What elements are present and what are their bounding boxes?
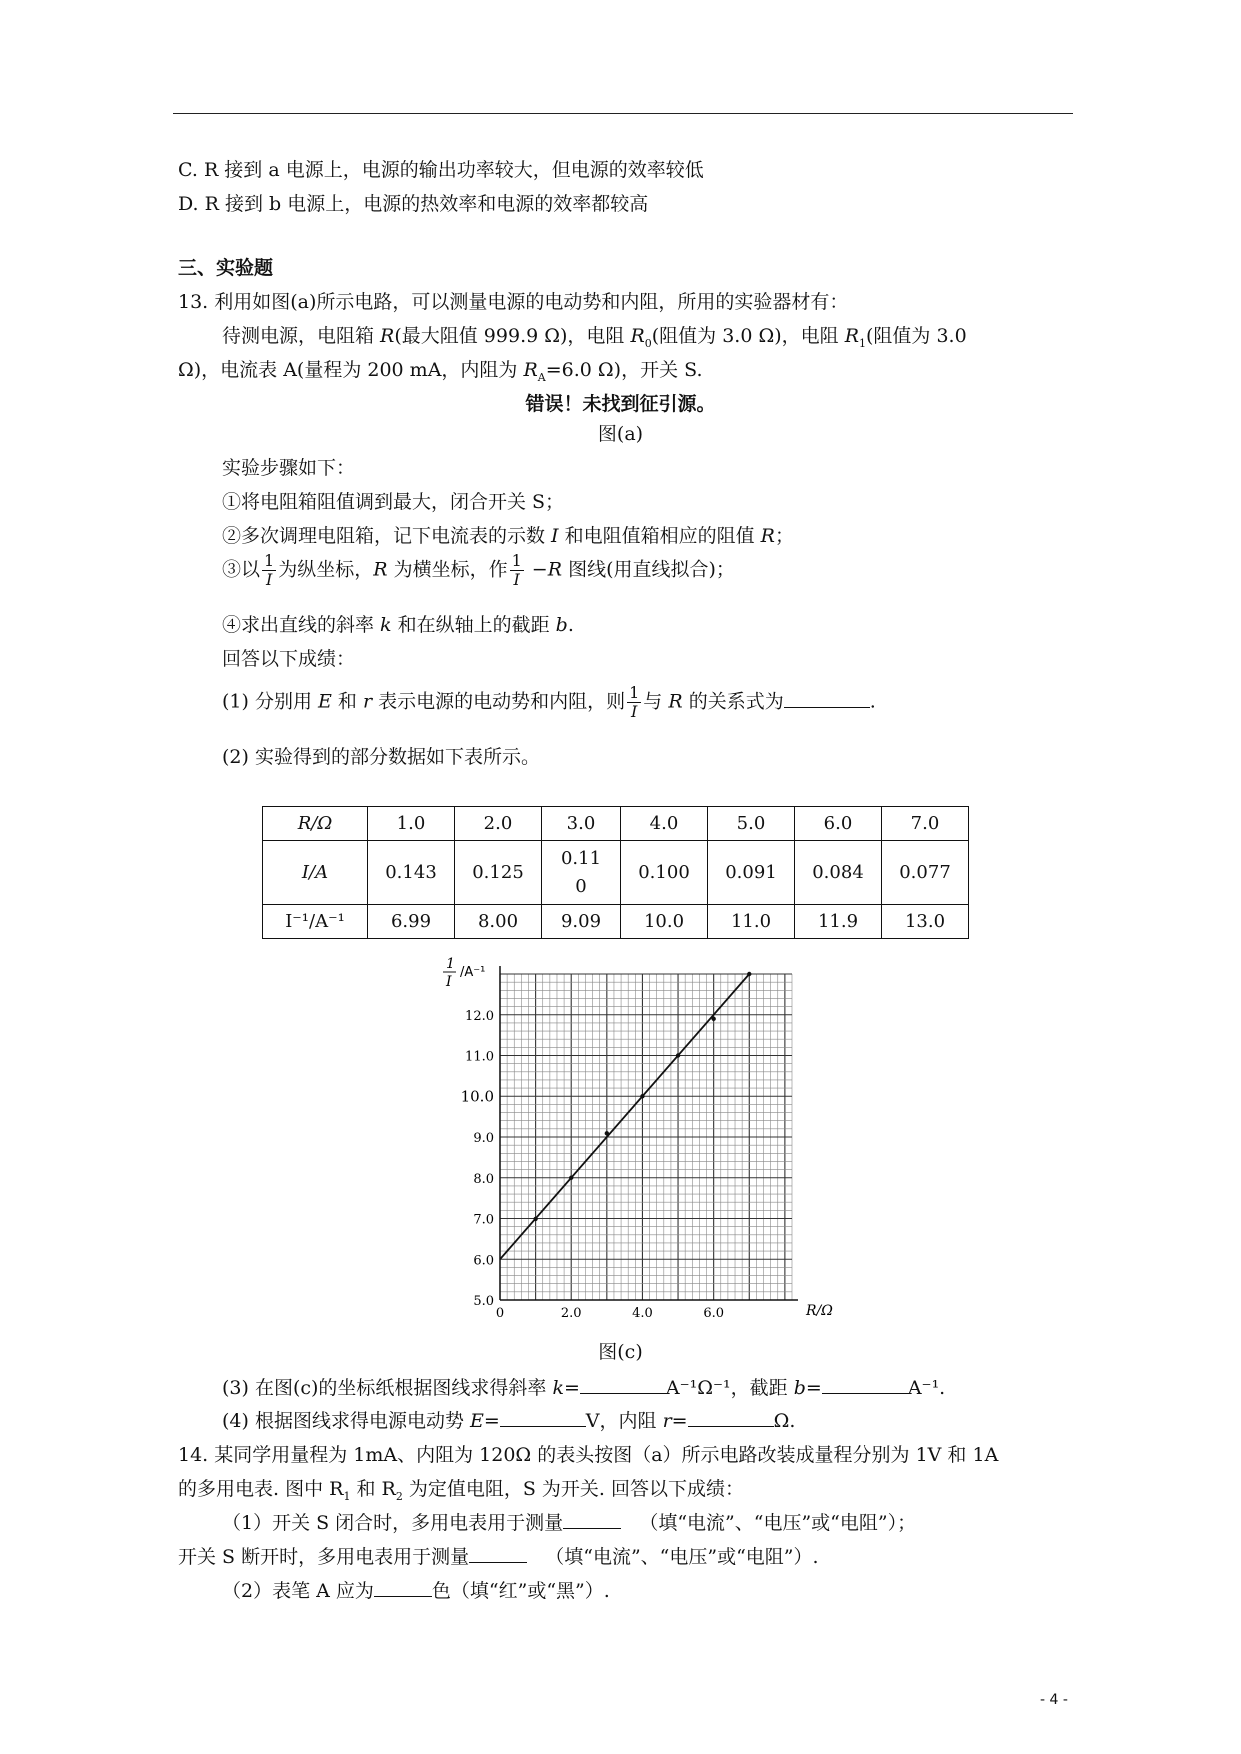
table-cell: 0.11 0 — [542, 841, 621, 905]
chart — [440, 948, 860, 1323]
q14-line1: 14. 某同学用量程为 1mA、内阻为 120Ω 的表头按图（a）所示电路改装成量程分别为 1V 和 1A — [178, 1444, 999, 1466]
table-cell: 0.084 — [795, 841, 882, 905]
table-cell: 13.0 — [882, 905, 969, 939]
table-cell: 0.077 — [882, 841, 969, 905]
answer-blank[interactable] — [563, 1512, 621, 1529]
error-reference: 错误！未找到征引源。 — [525, 393, 716, 415]
table-cell: 0.143 — [368, 841, 455, 905]
data-point — [605, 1131, 609, 1135]
option-c: C. R 接到 a 电源上，电源的输出功率较大，但电源的效率较低 — [178, 159, 704, 181]
answer-blank[interactable] — [580, 1377, 666, 1394]
answer-blank[interactable] — [374, 1580, 432, 1597]
table-cell: 10.0 — [621, 905, 708, 939]
table-cell: 3.0 — [542, 807, 621, 841]
table-row — [263, 841, 969, 905]
question-2: (2) 实验得到的部分数据如下表所示。 — [222, 746, 540, 768]
table-cell: 6.99 — [368, 905, 455, 939]
step-3: ③以 $\frac{1}{I}$ 为纵坐标，R 为横坐标，作 $\frac{1}{I}$ −R 图线(用直线拟合)； — [222, 551, 735, 589]
q13-equipment-line2: Ω)，电流表 A(量程为 200 mA，内阻为 $R_A=6.0$ Ω)，开关 S. — [178, 359, 703, 384]
figure-c-caption: 图(c) — [598, 1341, 643, 1363]
table-cell: 0.125 — [455, 841, 542, 905]
steps-heading: 实验步骤如下： — [222, 457, 356, 479]
y-tick-label: 11.0 — [465, 1049, 494, 1065]
y-tick-label: 7.0 — [473, 1212, 494, 1228]
question-1: (1) 分别用 E 和 r 表示电源的电动势和内阻，则 $\frac{1}{I}$ 与 R 的关系式为 . — [222, 683, 876, 721]
x-axis-label: R/Ω — [806, 1303, 833, 1319]
q14-line2: 的多用电表. 图中 $R_1$ 和 $R_2$ 为定值电阻，S 为开关. 回答以下成绩： — [178, 1478, 745, 1503]
y-axis-label-unit: /A⁻¹ — [460, 965, 486, 980]
step-2: ②多次调理电阻箱，记下电流表的示数 I 和电阻值箱相应的阻值 R； — [222, 525, 794, 547]
fraction-1-over-I: $\frac{1}{I}$ — [629, 683, 640, 721]
page-number: - 4 - — [1040, 1692, 1068, 1708]
data-point — [640, 1094, 644, 1098]
x-tick-label: 0 — [495, 1306, 505, 1321]
fraction-1-over-I: $\frac{1}{I}$ — [511, 551, 522, 589]
answer-blank[interactable] — [688, 1410, 774, 1427]
answer-blank[interactable] — [822, 1377, 908, 1394]
y-tick-label: 10.0 — [460, 1087, 494, 1106]
figure-a-caption: 图(a) — [597, 423, 644, 445]
table-cell: I⁻¹/A⁻¹ — [263, 905, 368, 939]
x-tick-label: 4.0 — [632, 1306, 653, 1321]
question-4: (4) 根据图线求得电源电动势 E= V，内阻 r= Ω. — [222, 1410, 796, 1432]
table-cell: 7.0 — [882, 807, 969, 841]
y-axis-label-denominator: I — [446, 974, 452, 990]
data-table — [262, 806, 969, 939]
step-1: ①将电阻箱阻值调到最大，闭合开关 S； — [222, 491, 565, 513]
table-cell: 0.100 — [621, 841, 708, 905]
data-point — [569, 1176, 573, 1180]
section-heading: 三、实验题 — [178, 257, 274, 279]
answer-blank[interactable] — [469, 1546, 527, 1563]
answer-blank[interactable] — [500, 1410, 586, 1427]
table-cell: 2.0 — [455, 807, 542, 841]
y-tick-label: 5.0 — [473, 1294, 494, 1309]
y-tick-label: 12.0 — [465, 1008, 494, 1024]
chart-grid — [500, 966, 798, 1300]
fit-line — [500, 974, 749, 1259]
table-cell: 11.0 — [708, 905, 795, 939]
table-row — [263, 807, 969, 841]
table-cell: 4.0 — [621, 807, 708, 841]
answer-heading: 回答以下成绩： — [222, 648, 356, 670]
q14-part1: （1）开关 S 闭合时，多用电表用于测量 （填“电流”、“电压”或“电阻”）； — [222, 1512, 917, 1534]
x-tick-label: 6.0 — [703, 1306, 725, 1321]
table-cell: I/A — [263, 841, 368, 905]
data-point — [676, 1053, 680, 1057]
y-tick-label: 9.0 — [473, 1131, 494, 1146]
table-cell: 0.091 — [708, 841, 795, 905]
q14-part2: （2）表笔 A 应为 色（填“红”或“黑”）. — [222, 1580, 610, 1602]
table-row — [263, 905, 969, 939]
data-point — [533, 1217, 537, 1221]
answer-blank[interactable] — [784, 691, 870, 708]
y-axis-label-numerator: 1 — [446, 956, 455, 972]
table-cell: 1.0 — [368, 807, 455, 841]
y-tick-label: 8.0 — [473, 1171, 494, 1187]
option-d: D. R 接到 b 电源上，电源的热效率和电源的效率都较高 — [178, 193, 649, 215]
table-cell: 6.0 — [795, 807, 882, 841]
table-cell: 9.09 — [542, 905, 621, 939]
question-3: (3) 在图(c)的坐标纸根据图线求得斜率 k= A⁻¹Ω⁻¹，截距 b= A⁻¹. — [222, 1377, 946, 1399]
header-rule — [173, 113, 1073, 114]
table-cell: 11.9 — [795, 905, 882, 939]
data-point — [747, 972, 751, 976]
data-point — [711, 1017, 715, 1021]
x-tick-label: 2.0 — [560, 1306, 582, 1321]
y-tick-label: 6.0 — [473, 1253, 494, 1269]
step-4: ④求出直线的斜率 k 和在纵轴上的截距 b. — [222, 614, 574, 636]
q13-equipment-line1: 待测电源，电阻箱 R(最大阻值 999.9 Ω)，电阻 $R_0$(阻值为 3.0 Ω)，电阻 $R_1$(阻值为 3.0 — [222, 325, 967, 350]
table-cell: 8.00 — [455, 905, 542, 939]
table-cell: 5.0 — [708, 807, 795, 841]
table-cell: R/Ω — [263, 807, 368, 841]
q14-part1-cont: 开关 S 断开时，多用电表用于测量 （填“电流”、“电压”或“电阻”）. — [178, 1546, 819, 1568]
fraction-1-over-I: $\frac{1}{I}$ — [264, 551, 275, 589]
q13-intro: 13. 利用如图(a)所示电路，可以测量电源的电动势和内阻，所用的实验器材有： — [178, 291, 849, 313]
